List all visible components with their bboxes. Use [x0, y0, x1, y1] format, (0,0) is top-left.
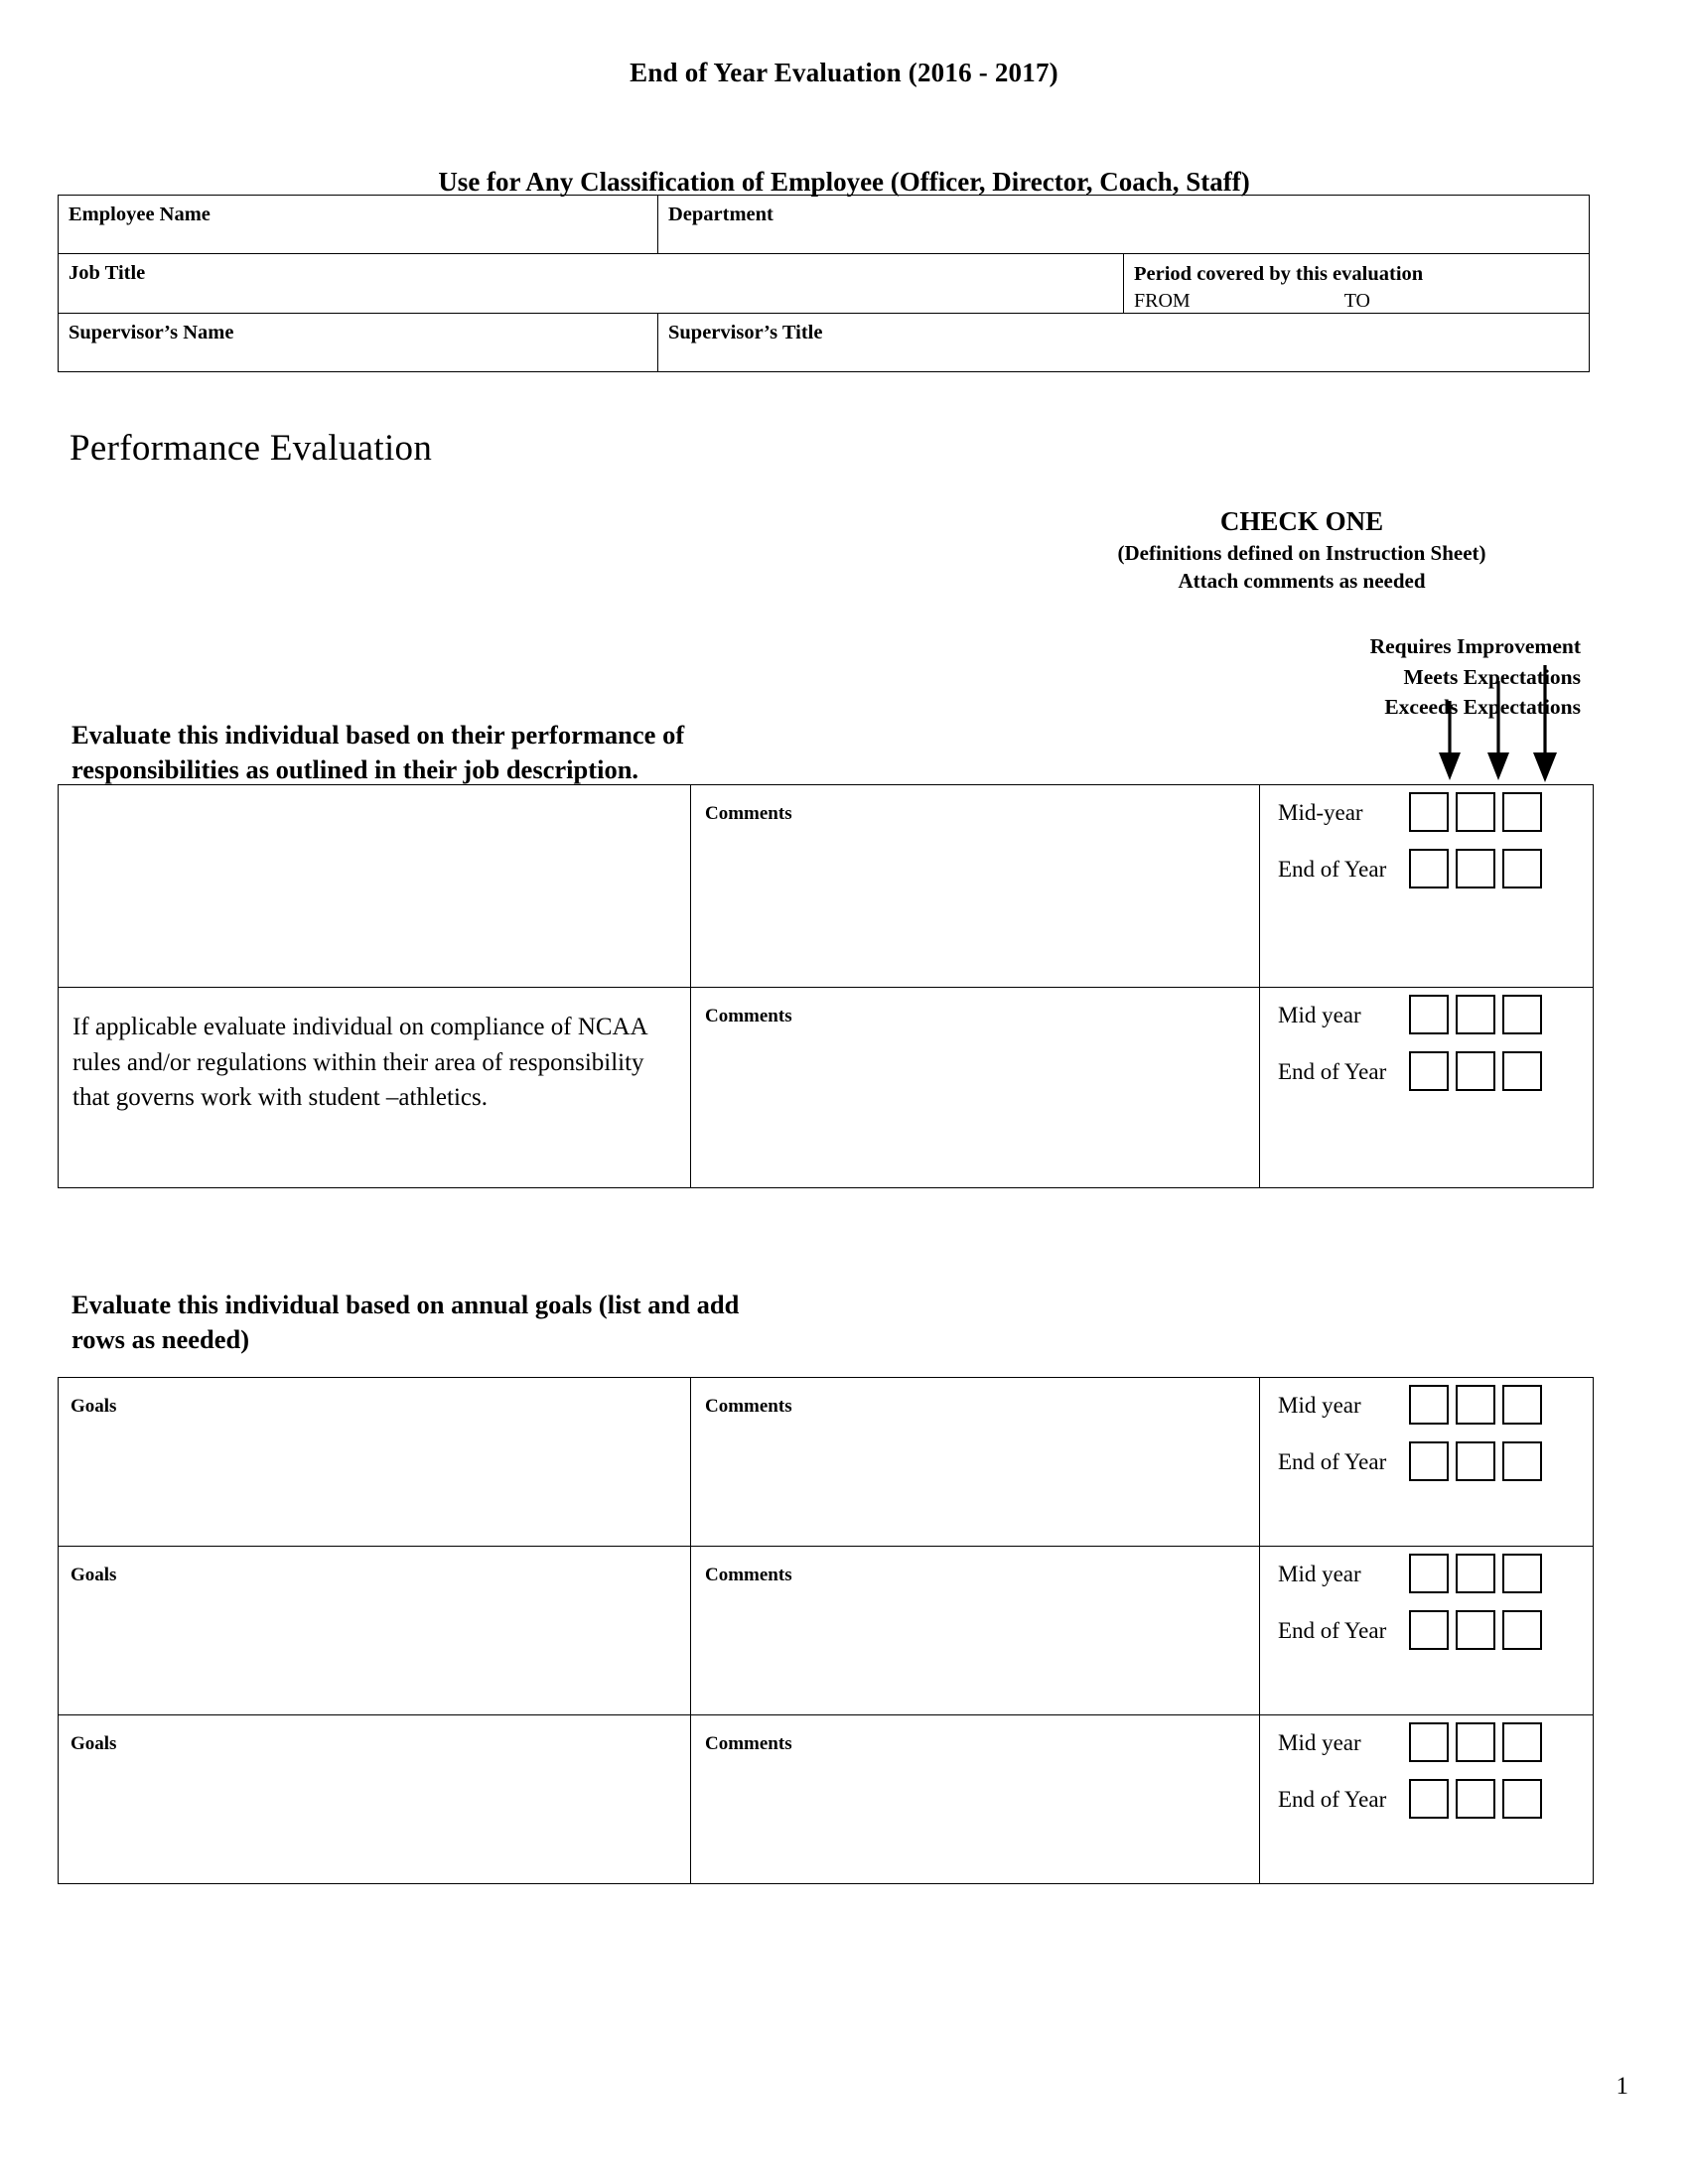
period-to-label: TO: [1343, 290, 1371, 312]
table-row: [59, 785, 1594, 988]
table-row: [59, 1378, 1594, 1547]
legend-arrows: [1433, 665, 1631, 784]
table-row: [59, 196, 1590, 254]
goals-label: Goals: [70, 1733, 117, 1754]
table-row: [59, 1547, 1594, 1715]
checkbox-meets-expectations[interactable]: [1456, 1441, 1495, 1481]
period-range-labels: [1134, 289, 1589, 313]
rating-row-end-of-year: [1260, 1603, 1593, 1657]
rating-row-mid-year: [1260, 1547, 1593, 1600]
rating-row-end-of-year: [1260, 842, 1593, 895]
performance-rating-cell: [1260, 785, 1594, 988]
performance-description-text: [59, 785, 690, 817]
checkbox-exceeds-expectations[interactable]: [1409, 1441, 1449, 1481]
rating-period-label: End of Year: [1278, 856, 1387, 882]
comments-label: Comments: [705, 1733, 792, 1754]
rating-row-mid-year: [1260, 1378, 1593, 1432]
checkbox-requires-improvement[interactable]: [1502, 1610, 1542, 1650]
checkbox-exceeds-expectations[interactable]: [1409, 1779, 1449, 1819]
check-one-attach-note: Attach comments as needed: [1178, 568, 1426, 593]
goal-cell[interactable]: [59, 1378, 691, 1547]
job-title-cell[interactable]: [59, 254, 1124, 314]
checkbox-group: [1409, 849, 1542, 888]
goal-cell[interactable]: [59, 1547, 691, 1715]
checkbox-meets-expectations[interactable]: [1456, 1051, 1495, 1091]
checkbox-exceeds-expectations[interactable]: [1409, 1385, 1449, 1425]
supervisor-name-label: Supervisor’s Name: [69, 322, 234, 343]
ncaa-description-text: If applicable evaluate individual on compliance of NCAA rules and/or regulations within their area of responsibility that governs work with student –athletics.: [72, 1014, 647, 1111]
goals-instruction-heading: Evaluate this individual based on annual goals (list and add rows as needed): [71, 1290, 740, 1355]
table-row: [59, 1715, 1594, 1884]
checkbox-meets-expectations[interactable]: [1456, 792, 1495, 832]
checkbox-exceeds-expectations[interactable]: [1409, 792, 1449, 832]
checkbox-requires-improvement[interactable]: [1502, 1051, 1542, 1091]
period-covered-cell[interactable]: [1124, 254, 1590, 314]
checkbox-exceeds-expectations[interactable]: [1409, 1722, 1449, 1762]
performance-description-cell[interactable]: [59, 785, 691, 988]
checkbox-requires-improvement[interactable]: [1502, 849, 1542, 888]
checkbox-exceeds-expectations[interactable]: [1409, 995, 1449, 1034]
checkbox-group: [1409, 1722, 1542, 1762]
supervisor-name-cell[interactable]: [59, 314, 658, 372]
rating-row-mid-year: [1260, 785, 1593, 839]
checkbox-requires-improvement[interactable]: [1502, 1779, 1542, 1819]
checkbox-requires-improvement[interactable]: [1502, 792, 1542, 832]
table-row: [59, 988, 1594, 1188]
check-one-definitions-note: (Definitions defined on Instruction Sheet): [1117, 540, 1486, 565]
checkbox-exceeds-expectations[interactable]: [1409, 1610, 1449, 1650]
document-subtitle: Use for Any Classification of Employee (Officer, Director, Coach, Staff): [438, 167, 1250, 197]
rating-period-label: Mid year: [1278, 1561, 1361, 1586]
rating-period-label: Mid year: [1278, 1729, 1361, 1755]
supervisor-title-cell[interactable]: [658, 314, 1590, 372]
comments-label: Comments: [705, 1396, 792, 1417]
goal-rating-cell: [1260, 1378, 1594, 1547]
checkbox-requires-improvement[interactable]: [1502, 1385, 1542, 1425]
rating-period-label: Mid year: [1278, 1002, 1361, 1027]
goal-rating-cell: [1260, 1547, 1594, 1715]
checkbox-exceeds-expectations[interactable]: [1409, 1554, 1449, 1593]
document-title: End of Year Evaluation (2016 - 2017): [630, 58, 1058, 87]
performance-comments-cell[interactable]: [691, 785, 1260, 988]
rating-period-label: End of Year: [1278, 1448, 1387, 1474]
checkbox-meets-expectations[interactable]: [1456, 1722, 1495, 1762]
comments-label: Comments: [705, 1565, 792, 1585]
employee-name-cell[interactable]: [59, 196, 658, 254]
checkbox-group: [1409, 1441, 1542, 1481]
rating-row-mid-year: [1260, 1715, 1593, 1769]
arrow-meets-expectations: [1487, 681, 1509, 780]
rating-period-label: End of Year: [1278, 1058, 1387, 1084]
rating-period-label: Mid-year: [1278, 799, 1363, 825]
checkbox-requires-improvement[interactable]: [1502, 995, 1542, 1034]
employee-name-label: Employee Name: [69, 204, 211, 225]
legend-exceeds-expectations: Exceeds Expectations: [1384, 695, 1581, 720]
ncaa-comments-cell[interactable]: [691, 988, 1260, 1188]
checkbox-group: [1409, 792, 1542, 832]
period-covered-label: Period covered by this evaluation: [1134, 263, 1424, 285]
rating-period-label: End of Year: [1278, 1617, 1387, 1643]
goal-rating-cell: [1260, 1715, 1594, 1884]
comments-label: Comments: [705, 803, 792, 824]
rating-period-label: End of Year: [1278, 1786, 1387, 1812]
performance-instruction-heading: Evaluate this individual based on their performance of responsibilities as outlined in their job description.: [71, 720, 685, 785]
performance-evaluation-heading: Performance Evaluation: [70, 428, 433, 469]
checkbox-meets-expectations[interactable]: [1456, 849, 1495, 888]
goal-cell[interactable]: [59, 1715, 691, 1884]
supervisor-title-label: Supervisor’s Title: [668, 322, 823, 343]
goals-label: Goals: [70, 1565, 117, 1585]
page-number: 1: [1616, 2073, 1628, 2100]
checkbox-exceeds-expectations[interactable]: [1409, 849, 1449, 888]
checkbox-group: [1409, 1051, 1542, 1091]
job-title-label: Job Title: [69, 262, 146, 284]
table-row: [59, 254, 1590, 314]
checkbox-meets-expectations[interactable]: [1456, 995, 1495, 1034]
goal-comments-cell[interactable]: [691, 1378, 1260, 1547]
rating-row-end-of-year: [1260, 1044, 1593, 1098]
period-from-label: FROM: [1134, 290, 1191, 312]
ncaa-description-cell[interactable]: [59, 988, 691, 1188]
rating-period-label: Mid year: [1278, 1392, 1361, 1418]
checkbox-meets-expectations[interactable]: [1456, 1779, 1495, 1819]
checkbox-requires-improvement[interactable]: [1502, 1554, 1542, 1593]
checkbox-group: [1409, 995, 1542, 1034]
comments-label: Comments: [705, 1006, 792, 1026]
goals-label: Goals: [70, 1396, 117, 1417]
goal-comments-cell[interactable]: [691, 1715, 1260, 1884]
checkbox-group: [1409, 1554, 1542, 1593]
department-label: Department: [668, 204, 774, 225]
goal-comments-cell[interactable]: [691, 1547, 1260, 1715]
checkbox-requires-improvement[interactable]: [1502, 1722, 1542, 1762]
checkbox-meets-expectations[interactable]: [1456, 1554, 1495, 1593]
rating-row-end-of-year: [1260, 1772, 1593, 1826]
checkbox-meets-expectations[interactable]: [1456, 1610, 1495, 1650]
arrow-requires-improvement: [1533, 665, 1557, 782]
table-row: [59, 314, 1590, 372]
employee-info-table: [58, 195, 1590, 372]
check-one-block: [984, 504, 1619, 595]
arrow-exceeds-expectations: [1439, 701, 1461, 780]
rating-row-end-of-year: [1260, 1434, 1593, 1488]
checkbox-requires-improvement[interactable]: [1502, 1441, 1542, 1481]
ncaa-rating-cell: [1260, 988, 1594, 1188]
legend-requires-improvement: Requires Improvement: [1369, 634, 1581, 658]
checkbox-group: [1409, 1779, 1542, 1819]
department-cell[interactable]: [658, 196, 1590, 254]
checkbox-meets-expectations[interactable]: [1456, 1385, 1495, 1425]
check-one-title: CHECK ONE: [1219, 506, 1384, 536]
annual-goals-table: [58, 1377, 1594, 1884]
rating-row-mid-year: [1260, 988, 1593, 1041]
checkbox-group: [1409, 1610, 1542, 1650]
checkbox-group: [1409, 1385, 1542, 1425]
legend-meets-expectations: Meets Expectations: [1403, 664, 1581, 689]
checkbox-exceeds-expectations[interactable]: [1409, 1051, 1449, 1091]
performance-evaluation-table: [58, 784, 1594, 1188]
